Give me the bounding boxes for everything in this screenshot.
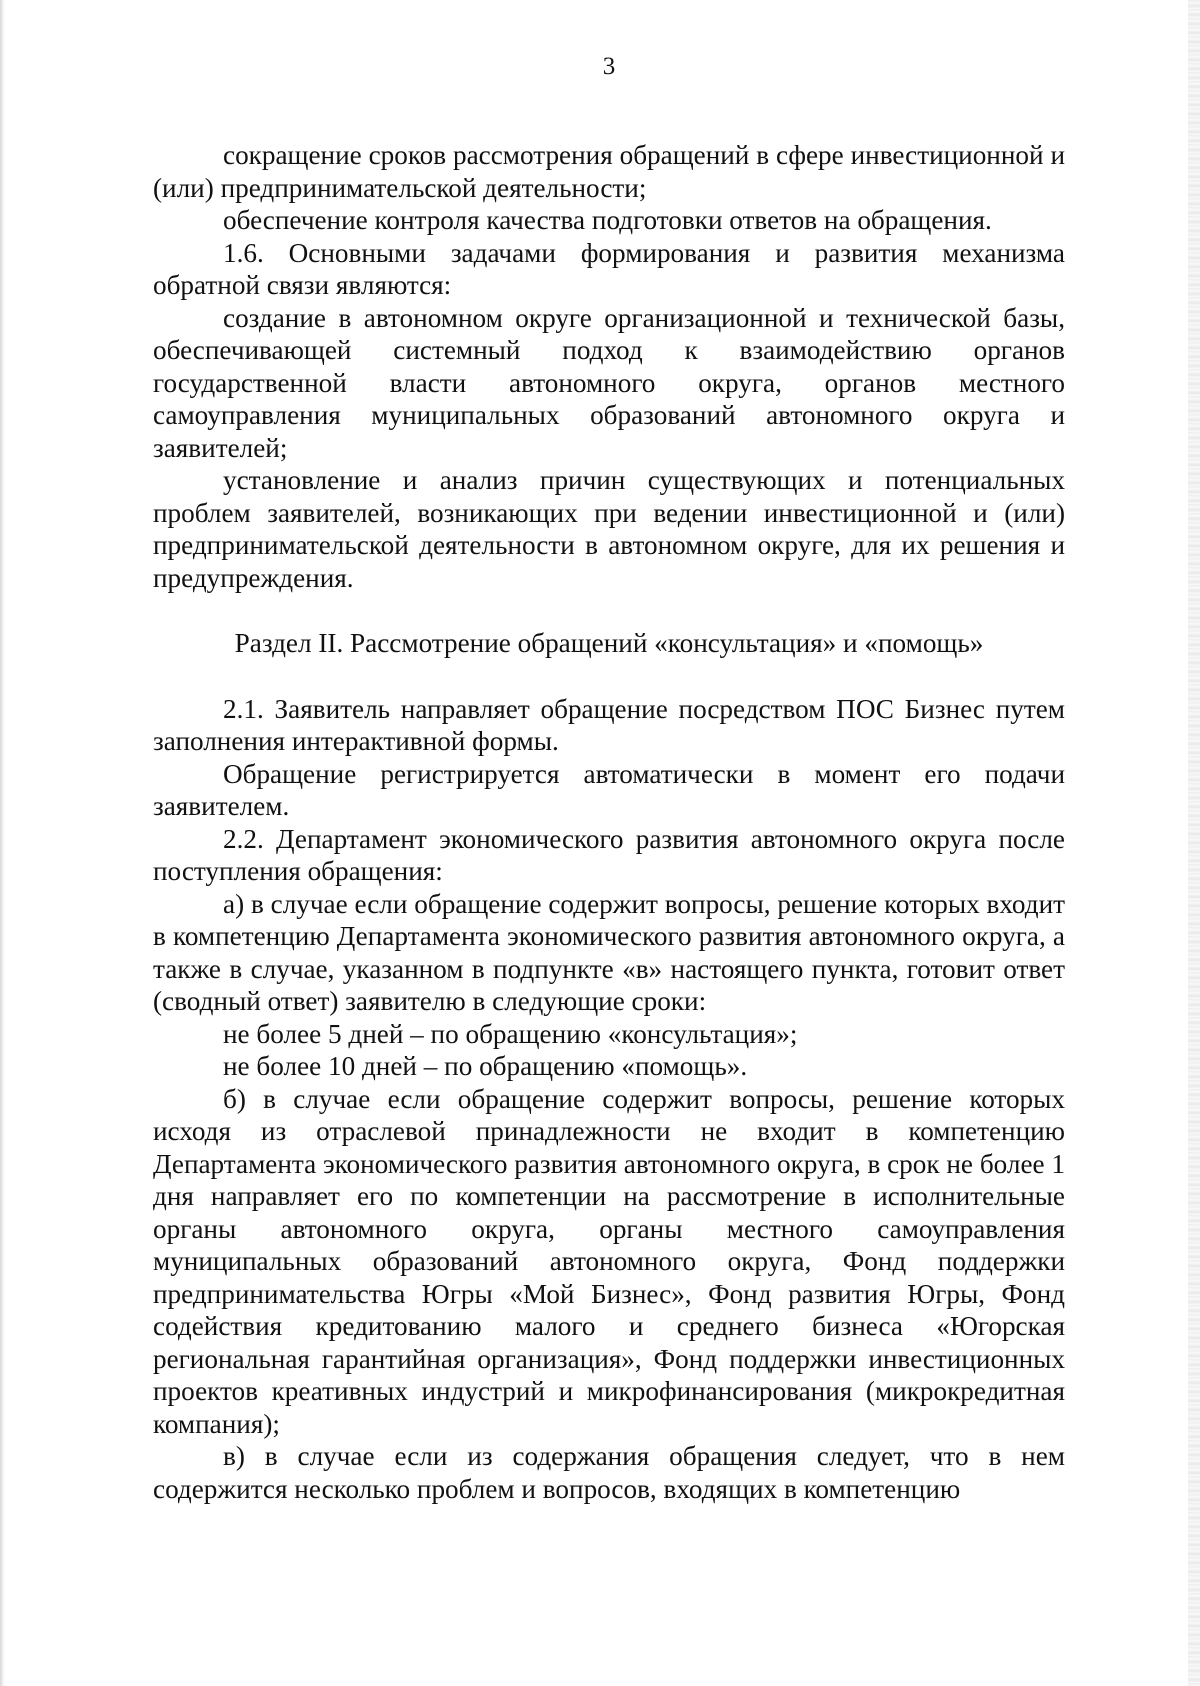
paragraph: б) в случае если обращение содержит вопросы, решение которых исходя из отраслевой принадлежности не входит в компетенцию Департамента экономического развития автономного округа, в срок не более 1 дня направляет его по компетенции на рассмотрение в исполнительные органы автономного округа, органы местного самоуправления муниципальных образований автономного округа, Фонд поддержки предпринимательства Югры «Мой Бизнес», Фонд развития Югры, Фонд содействия кредитованию малого и среднего бизнеса «Югорская региональная гарантийная организация», Фонд поддержки инвестиционных проектов креативных индустрий и микрофинансирования (микрокредитная компания); [153, 1083, 1065, 1439]
scan-edge-left [0, 0, 5, 1686]
paragraph: обеспечение контроля качества подготовки ответов на обращения. [223, 205, 992, 235]
paragraph: 1.6. Основными задачами формирования и развития механизма обратной связи являются: [153, 237, 1065, 300]
paragraph: а) в случае если обращение содержит вопросы, решение которых входит в компетенцию Департамента экономического развития автономного округа, а также в случае, указанном в подпункте «в» настоящего пункта, готовит ответ (сводный ответ) заявителю в следующие сроки: [153, 888, 1065, 1016]
page-number: 3 [602, 53, 616, 80]
paragraph: установление и анализ причин существующих и потенциальных проблем заявителей, возникающих при ведении инвестиционной и (или) предпринимательской деятельности в автономном округе, для их решения и предупреждения. [153, 465, 1065, 593]
document-body [153, 139, 1065, 1505]
paragraph: 2.2. Департамент экономического развития автономного округа после поступления обращения: [153, 823, 1065, 886]
paragraph: в) в случае если из содержания обращения следует, что в нем содержится несколько проблем и вопросов, входящих в компетенцию [153, 1441, 1065, 1504]
paragraph: создание в автономном округе организационной и технической базы, обеспечивающей системный подход к взаимодействию органов государственной власти автономного округа, органов местного самоуправления муниципальных образований автономного округа и заявителей; [153, 302, 1065, 463]
paragraph: Обращение регистрируется автоматически в момент его подачи заявителем. [153, 758, 1065, 821]
paragraph: не более 5 дней – по обращению «консультация»; [223, 1018, 798, 1049]
paragraph: не более 10 дней – по обращению «помощь». [223, 1051, 748, 1081]
section-title: Раздел II. Рассмотрение обращений «консультация» и «помощь» [234, 628, 984, 658]
paragraph: сокращение сроков рассмотрения обращений в сфере инвестиционной и (или) предпринимательской деятельности; [153, 140, 1065, 203]
paragraph: 2.1. Заявитель направляет обращение посредством ПОС Бизнес путем заполнения интерактивной формы. [153, 693, 1065, 756]
scan-edge-right [1188, 0, 1200, 1686]
